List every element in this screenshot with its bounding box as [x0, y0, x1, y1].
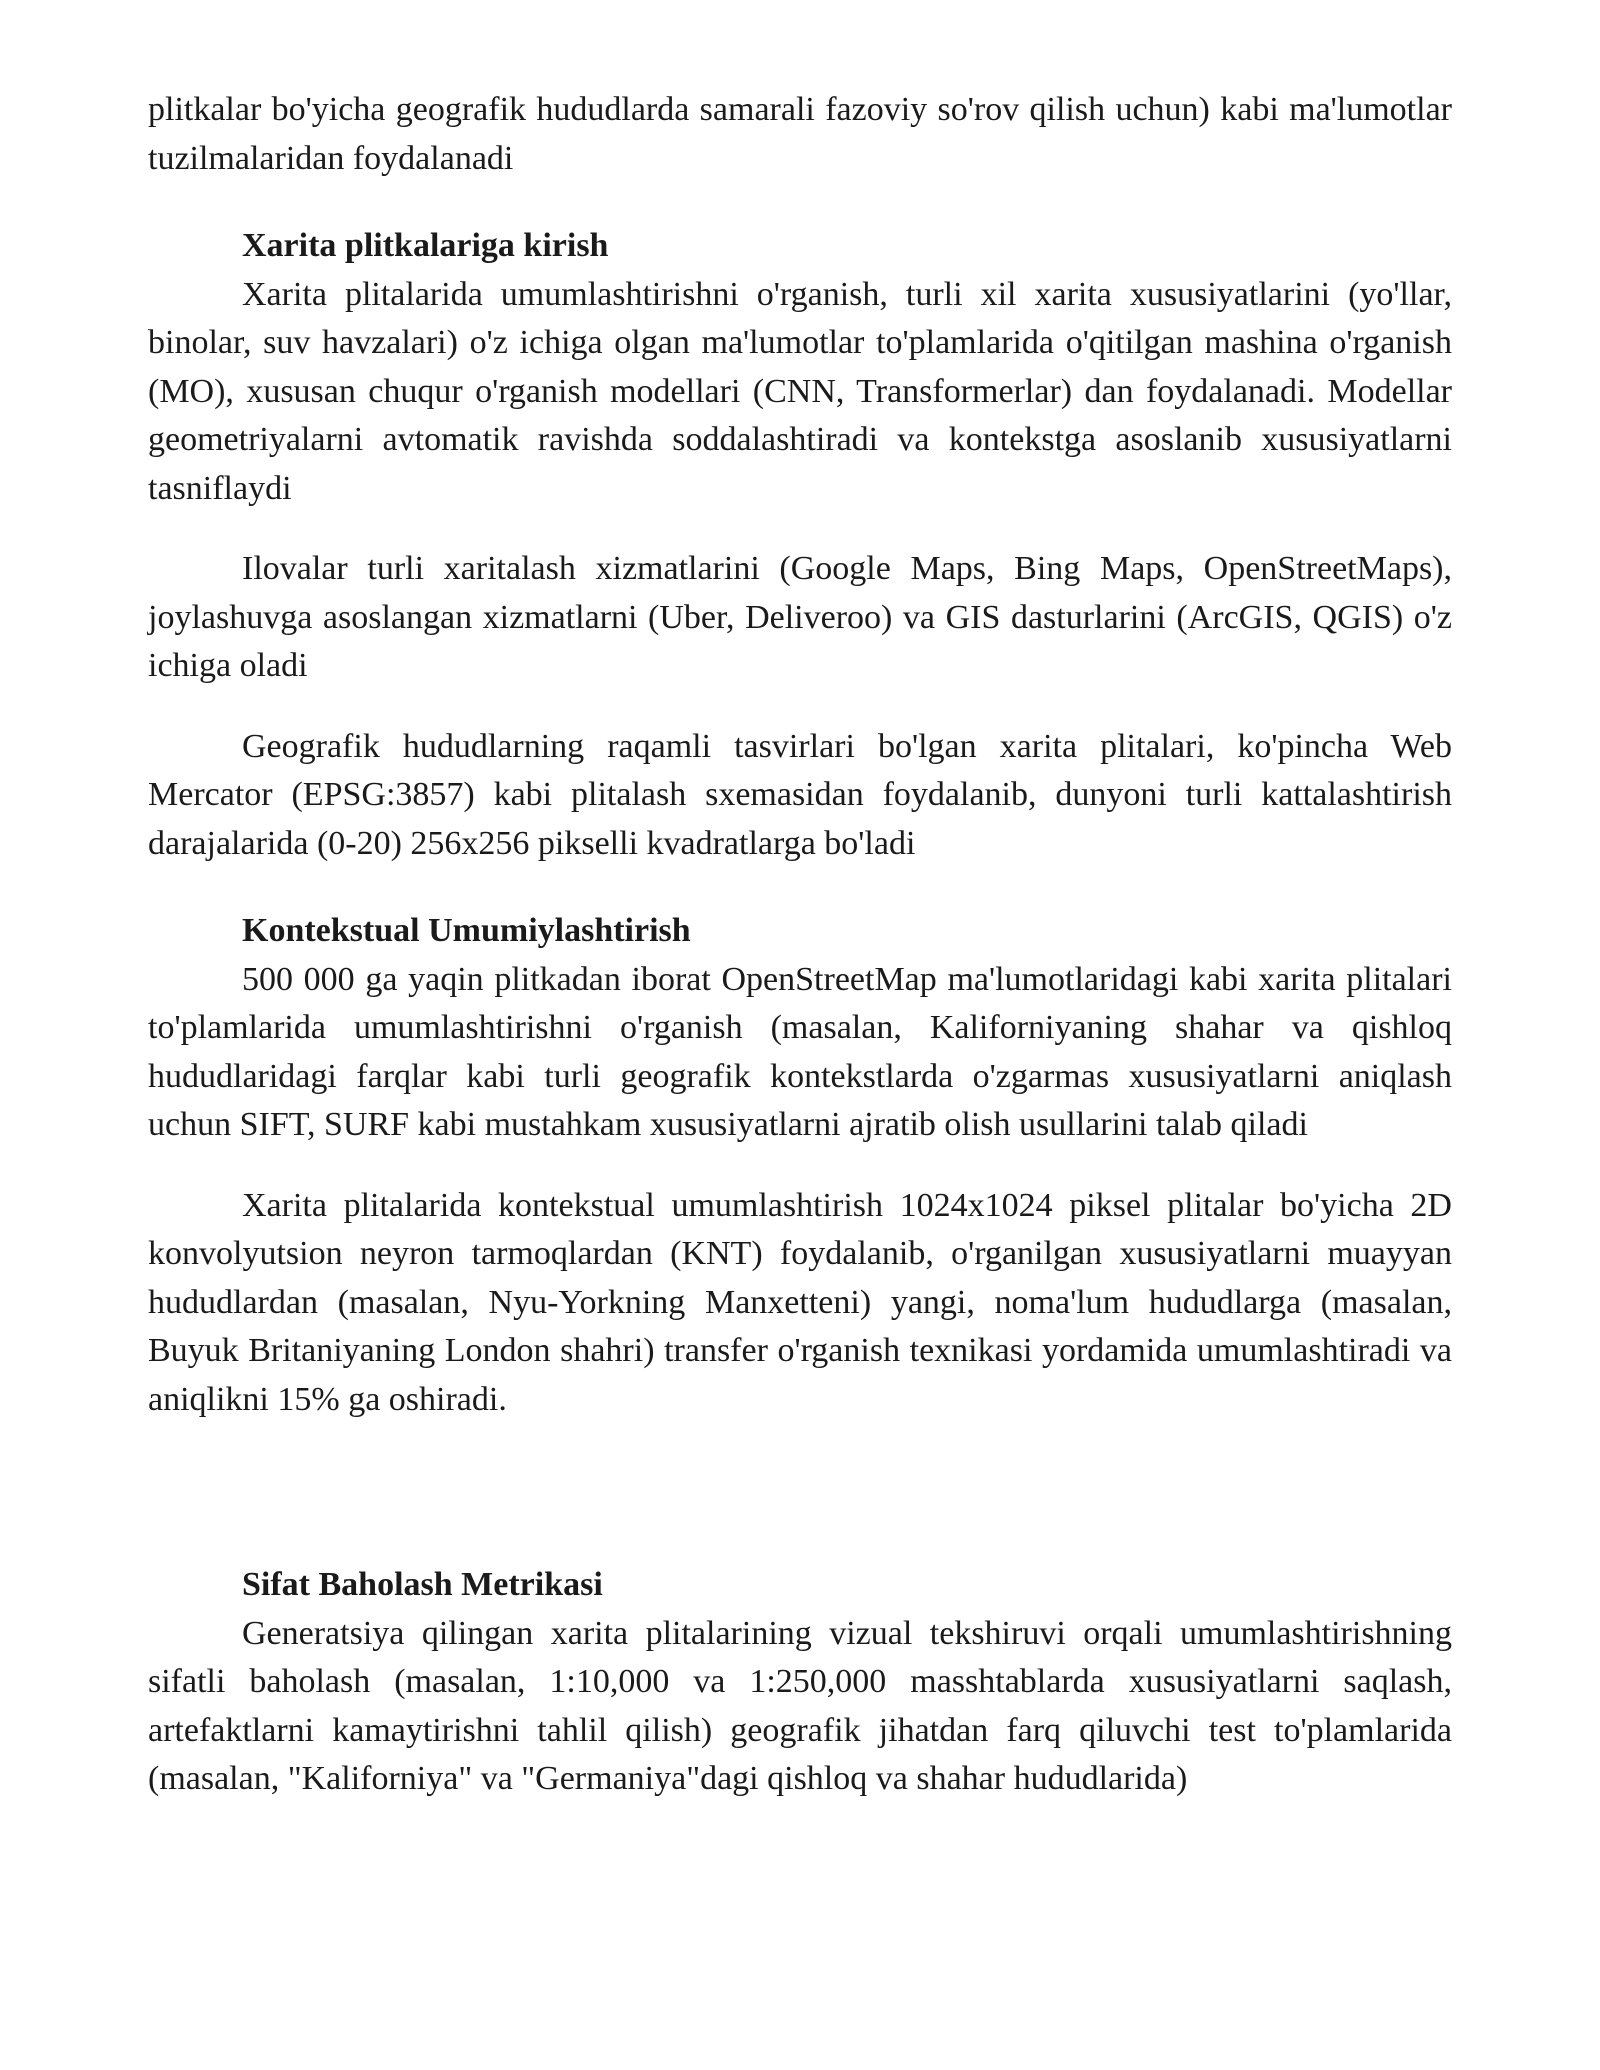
- paragraph-contextual-2: Xarita plitalarida kontekstual umumlashtirish 1024x1024 piksel plitalar bo'yicha 2D konvolyutsion neyron tarmoqlardan (KNT) foydalanib, o'rganilgan xususiyatlarni muayyan hududlardan (masalan, Nyu-Yorkning Manxetteni) yangi, noma'lum hududlarga (masalan, Buyuk Britaniyaning London shahri) transfer o'rganish texnikasi yordamida umumlashtiradi va aniqlikni 15% ga oshiradi.: [148, 1186, 1452, 1418]
- paragraph-quality-metrics-1: Generatsiya qilingan xarita plitalarining vizual tekshiruvi orqali umumlashtirishning sifatli baholash (masalan, 1:10,000 va 1:250,000 masshtablarda xususiyatlarni saqlash, artefaktlarni kamaytirishni tahlil qilish) geografik jihatdan farq qiluvchi test to'plamlarida (masalan, "Kaliforniya" va "Germaniya"dagi qishloq va shahar hududlarida): [148, 1614, 1452, 1797]
- intro-paragraph: plitkalar bo'yicha geografik hududlarda samarali fazoviy so'rov qilish uchun) kabi ma'lumotlar tuzilmalaridan foydalanadi: [148, 91, 1452, 177]
- section-heading-contextual: Kontekstual Umumiylashtirish: [242, 912, 691, 949]
- section-heading-map-tiles: Xarita plitkalariga kirish: [242, 227, 609, 264]
- paragraph-contextual-1: 500 000 ga yaqin plitkadan iborat OpenStreetMap ma'lumotlaridagi kabi xarita plitalari to'plamlarida umumlashtirishni o'rganish (masalan, Kaliforniyaning shahar va qishloq hududlaridagi farqlar kabi turli geografik kontekstlarda o'zgarmas xususiyatlarni aniqlash uchun SIFT, SURF kabi mustahkam xususiyatlarni ajratib olish usullarini talab qiladi: [148, 960, 1452, 1143]
- section-heading-quality-metrics: Sifat Baholash Metrikasi: [242, 1566, 603, 1603]
- document-page: [148, 86, 1452, 1804]
- paragraph-map-tiles-2: Ilovalar turli xaritalash xizmatlarini (Google Maps, Bing Maps, OpenStreetMaps), joylashuvga asoslangan xizmatlarni (Uber, Deliveroo) va GIS dasturlarini (ArcGIS, QGIS) o'z ichiga oladi: [148, 550, 1452, 684]
- paragraph-map-tiles-1: Xarita plitalarida umumlashtirishni o'rganish, turli xil xarita xususiyatlarini (yo'llar, binolar, suv havzalari) o'z ichiga olgan ma'lumotlar to'plamlarida o'qitilgan mashina o'rganish (MO), xususan chuqur o'rganish modellari (CNN, Transformerlar) dan foydalanadi. Modellar geometriyalarni avtomatik ravishda soddalashtiradi va kontekstga asoslanib xususiyatlarni tasniflaydi: [148, 275, 1452, 507]
- paragraph-map-tiles-3: Geografik hududlarning raqamli tasvirlari bo'lgan xarita plitalari, ko'pincha Web Mercator (EPSG:3857) kabi plitalash sxemasidan foydalanib, dunyoni turli kattalashtirish darajalarida (0-20) 256x256 pikselli kvadratlarga bo'ladi: [148, 727, 1452, 862]
